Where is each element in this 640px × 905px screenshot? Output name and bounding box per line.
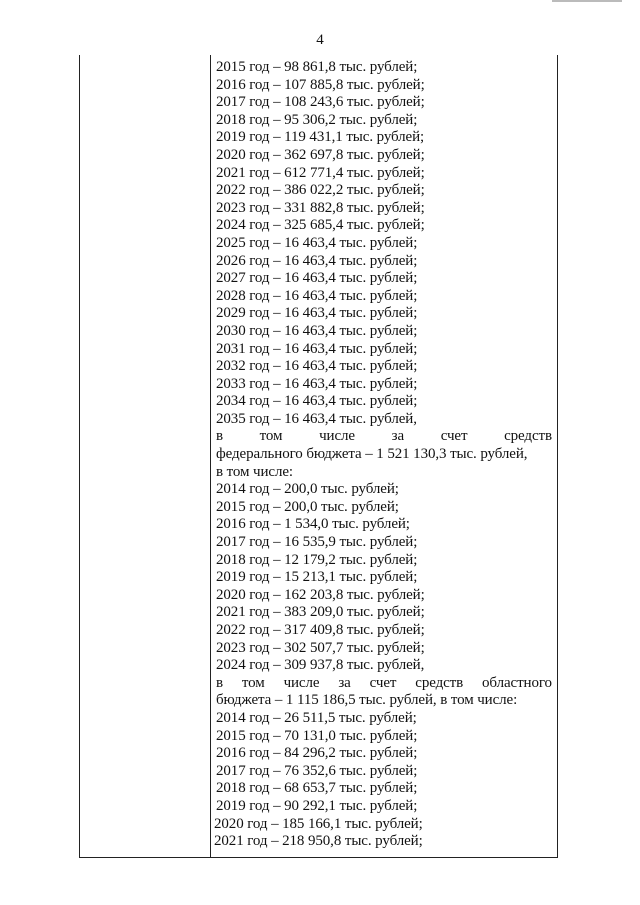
federal-budget-total: федерального бюджета – 1 521 130,3 тыс. рублей, <box>216 446 528 463</box>
federal-intro-line <box>216 428 554 446</box>
intro-word: областного <box>482 674 552 691</box>
regional-funding-by-year-list <box>216 710 554 851</box>
federal-including-label: в том числе: <box>216 463 293 480</box>
year-amount-line: 2014 год – 200,0 тыс. рублей; <box>216 481 399 498</box>
year-amount-line: 2015 год – 98 861,8 тыс. рублей; <box>216 59 418 75</box>
year-amount-line: 2029 год – 16 463,4 тыс. рублей; <box>216 305 418 322</box>
intro-word: за <box>391 428 405 445</box>
year-amount-line: 2017 год – 108 243,6 тыс. рублей; <box>216 94 425 111</box>
column-divider <box>210 55 211 858</box>
year-amount-line: 2015 год – 70 131,0 тыс. рублей; <box>216 727 418 744</box>
year-amount-line: 2024 год – 309 937,8 тыс. рублей, <box>216 657 425 674</box>
year-amount-line: 2017 год – 76 352,6 тыс. рублей; <box>216 762 418 779</box>
intro-word: средств <box>415 674 464 691</box>
year-amount-line: 2022 год – 386 022,2 тыс. рублей; <box>216 182 425 199</box>
year-amount-line: 2018 год – 12 179,2 тыс. рублей; <box>216 551 418 568</box>
year-amount-line: 2018 год – 95 306,2 тыс. рублей; <box>216 111 418 128</box>
intro-word: том <box>259 428 283 445</box>
federal-funding-by-year-list <box>216 481 554 675</box>
year-amount-line: 2023 год – 331 882,8 тыс. рублей; <box>216 199 425 216</box>
year-amount-line: 2020 год – 362 697,8 тыс. рублей; <box>216 146 425 163</box>
year-amount-line: 2016 год – 1 534,0 тыс. рублей; <box>216 516 410 533</box>
funding-text-cell <box>216 59 554 851</box>
year-amount-line: 2022 год – 317 409,8 тыс. рублей; <box>216 622 425 638</box>
intro-word: числе <box>283 674 320 691</box>
intro-word: в <box>216 674 223 691</box>
year-amount-line: 2017 год – 16 535,9 тыс. рублей; <box>216 534 418 551</box>
intro-word: средств <box>504 428 552 445</box>
intro-word: числе <box>319 428 355 445</box>
intro-word: счет <box>440 428 468 445</box>
regional-budget-total: бюджета – 1 115 186,5 тыс. рублей, в том числе: <box>216 692 518 709</box>
year-amount-line: 2020 год – 185 166,1 тыс. рублей; <box>214 815 423 832</box>
year-amount-line: 2023 год – 302 507,7 тыс. рублей; <box>216 639 425 656</box>
year-amount-line: 2024 год – 325 685,4 тыс. рублей; <box>216 217 425 234</box>
year-amount-line: 2019 год – 119 431,1 тыс. рублей; <box>216 129 425 146</box>
intro-word: за <box>338 674 351 691</box>
page-number: 4 <box>316 32 324 48</box>
regional-intro-line <box>216 675 554 693</box>
scan-artifact <box>552 0 622 2</box>
intro-word: в <box>216 428 223 445</box>
year-amount-line: 2014 год – 26 511,5 тыс. рублей; <box>216 709 417 726</box>
year-amount-line: 2019 год – 90 292,1 тыс. рублей; <box>216 797 418 814</box>
year-amount-line: 2015 год – 200,0 тыс. рублей; <box>216 498 399 515</box>
intro-word: том <box>241 674 265 691</box>
year-amount-line: 2030 год – 16 463,4 тыс. рублей; <box>216 322 418 339</box>
year-amount-line: 2027 год – 16 463,4 тыс. рублей; <box>216 270 418 287</box>
year-amount-line: 2026 год – 16 463,4 тыс. рублей; <box>216 252 418 269</box>
year-amount-line: 2018 год – 68 653,7 тыс. рублей; <box>216 780 418 797</box>
year-amount-line: 2021 год – 612 771,4 тыс. рублей; <box>216 164 425 181</box>
year-amount-line: 2032 год – 16 463,4 тыс. рублей; <box>216 358 418 375</box>
year-amount-line: 2035 год – 16 463,4 тыс. рублей, <box>216 410 417 427</box>
year-amount-line: 2033 год – 16 463,4 тыс. рублей; <box>216 375 418 392</box>
year-amount-line: 2028 год – 16 463,4 тыс. рублей; <box>216 287 418 304</box>
year-amount-line: 2031 год – 16 463,4 тыс. рублей; <box>216 340 418 357</box>
year-amount-line: 2016 год – 84 296,2 тыс. рублей; <box>216 745 418 762</box>
intro-word: счет <box>369 674 397 691</box>
year-amount-line: 2021 год – 383 209,0 тыс. рублей; <box>216 604 425 621</box>
year-amount-line: 2034 год – 16 463,4 тыс. рублей; <box>216 393 418 410</box>
year-amount-line: 2020 год – 162 203,8 тыс. рублей; <box>216 586 425 603</box>
year-amount-line: 2021 год – 218 950,8 тыс. рублей; <box>214 833 423 850</box>
total-funding-by-year-list <box>216 59 554 428</box>
year-amount-line: 2025 год – 16 463,4 тыс. рублей; <box>216 234 418 251</box>
year-amount-line: 2016 год – 107 885,8 тыс. рублей; <box>216 76 425 93</box>
year-amount-line: 2019 год – 15 213,1 тыс. рублей; <box>216 569 418 586</box>
